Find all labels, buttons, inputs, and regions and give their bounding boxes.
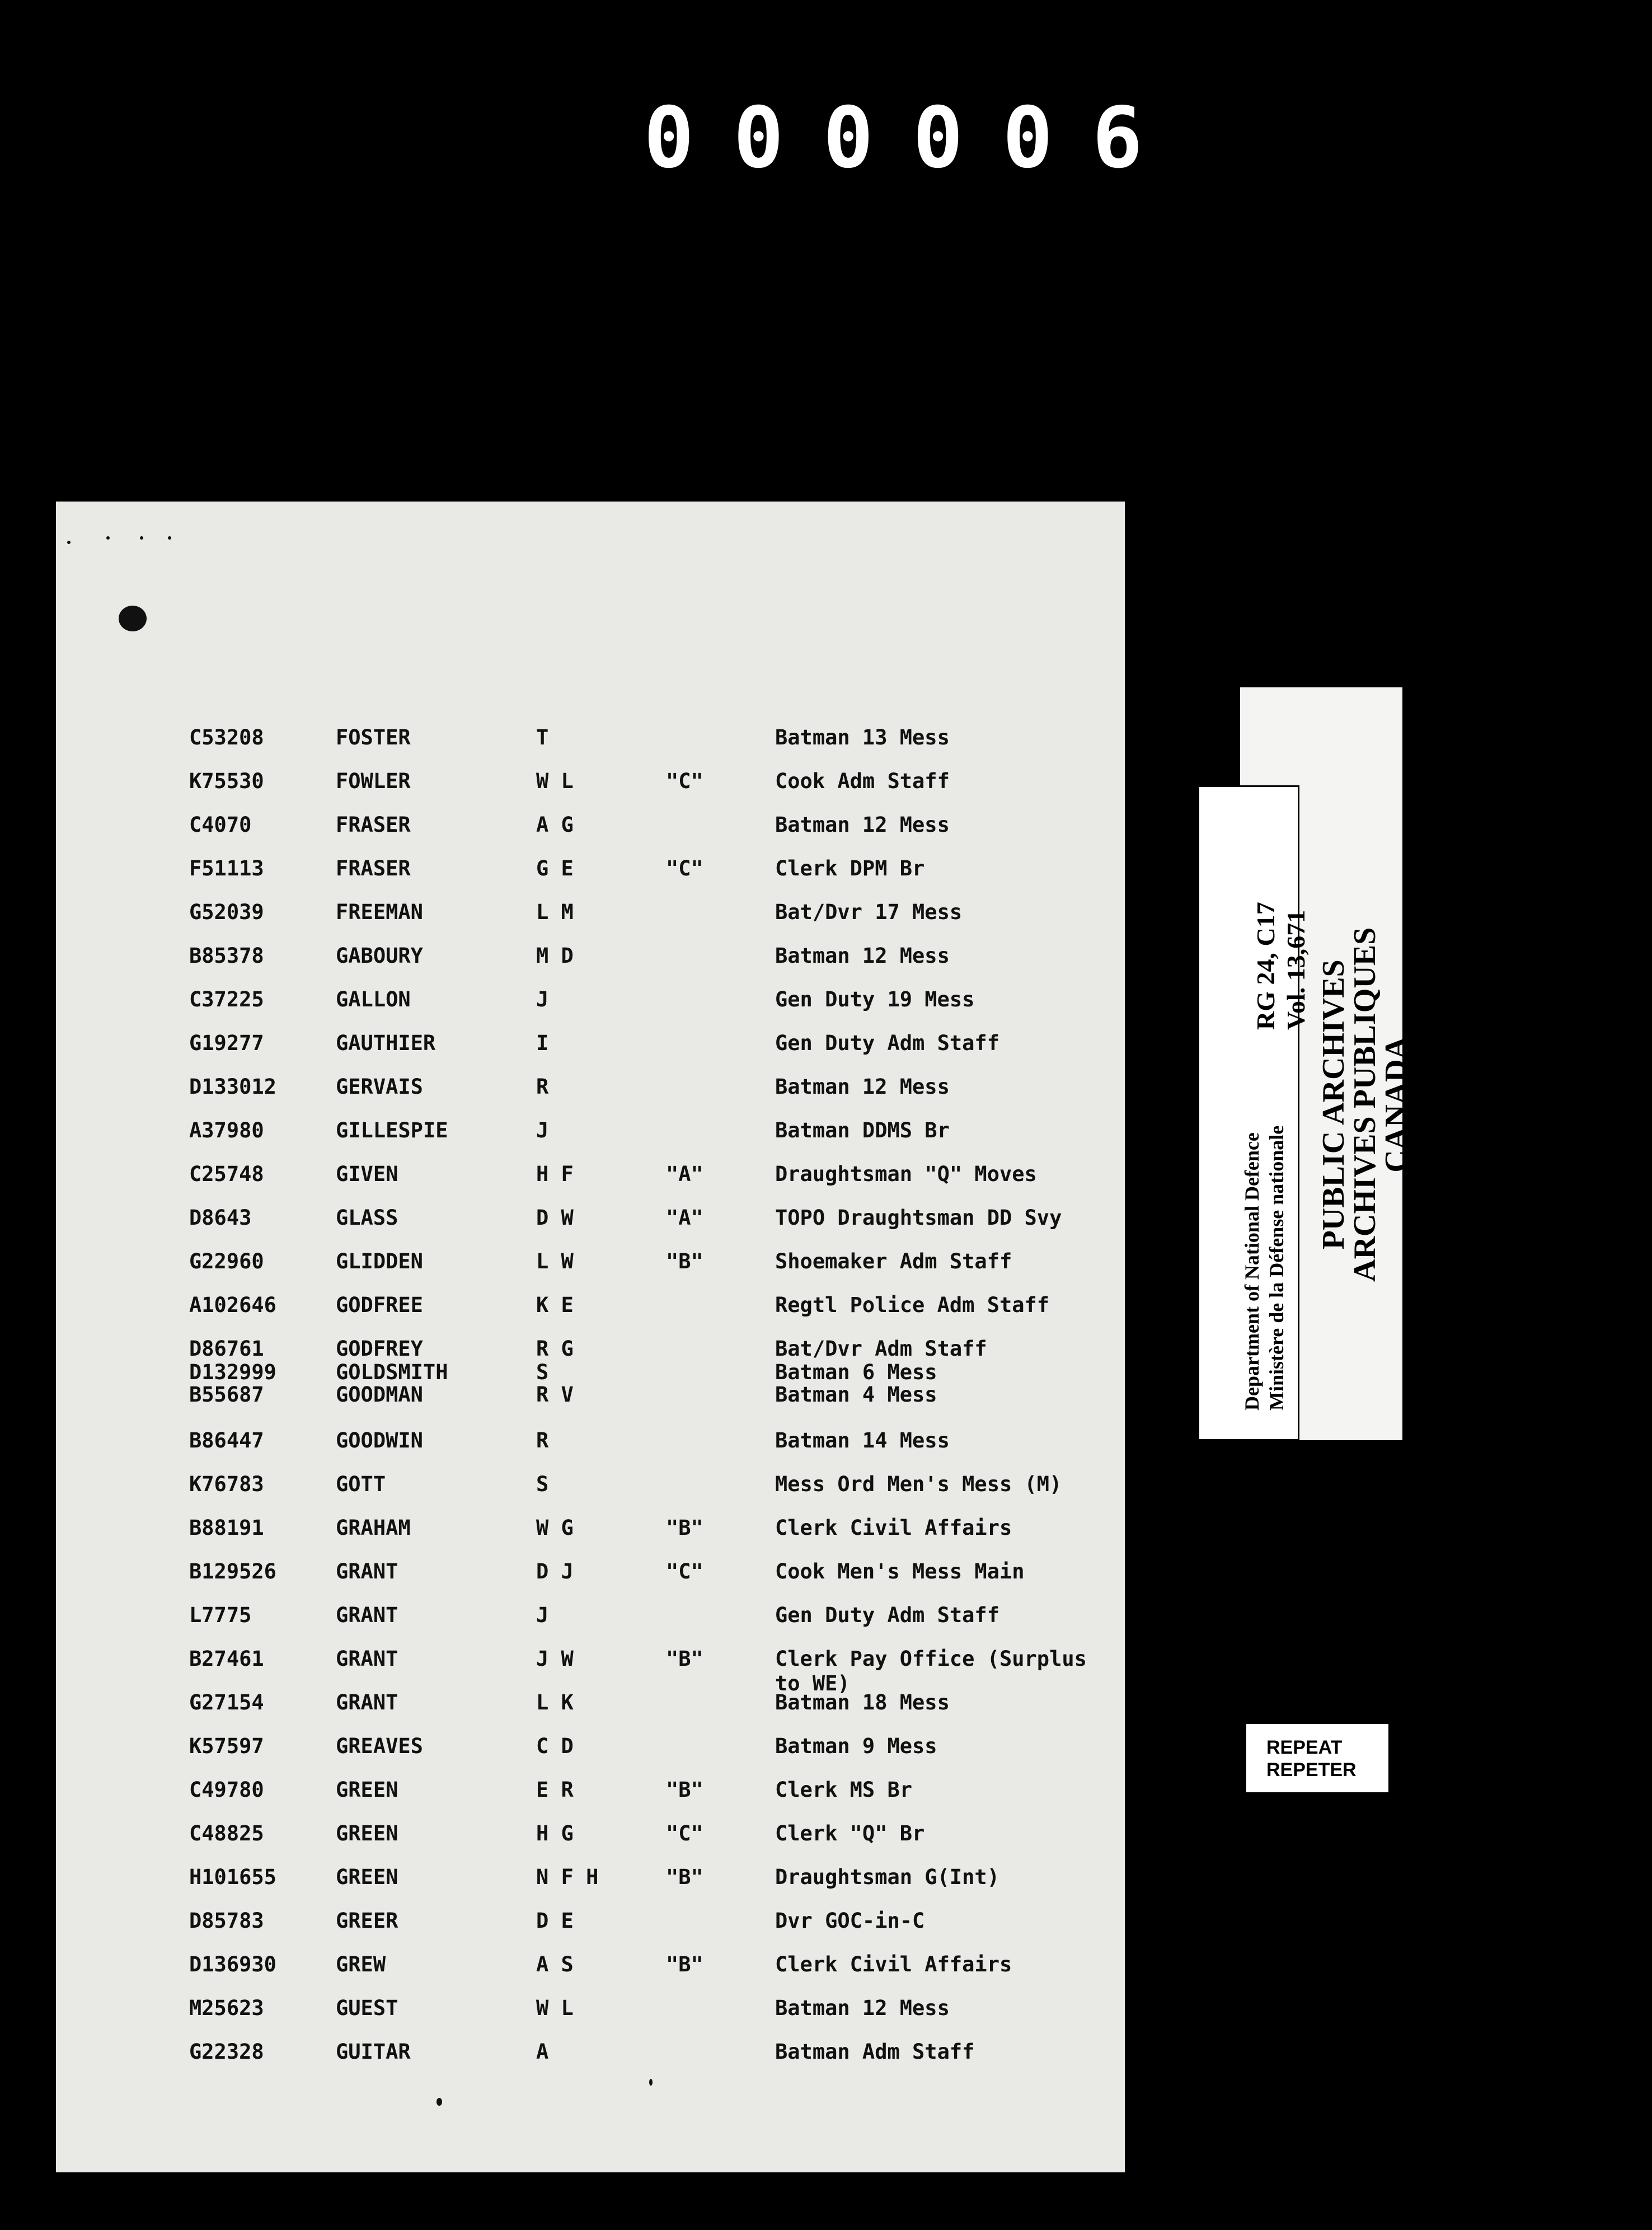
initials: H G [536,1821,574,1845]
surname: GLASS [336,1206,398,1230]
service-number: B129526 [189,1559,276,1584]
initials: S [536,1472,549,1496]
trade-group: "C" [666,1821,703,1845]
duty: Cook Men's Mess Main [775,1559,1025,1584]
surname: FOWLER [336,769,411,793]
surname: GOODMAN [336,1383,423,1407]
duty: Bat/Dvr Adm Staff [775,1337,987,1361]
surname: GOLDSMITH [336,1360,448,1384]
initials: J W [536,1647,574,1671]
initials: R [536,1075,549,1099]
surname: GILLESPIE [336,1118,448,1142]
service-number: B86447 [189,1428,264,1453]
duty: Mess Ord Men's Mess (M) [775,1472,1062,1496]
initials: D E [536,1909,574,1933]
duty: Clerk DPM Br [775,856,925,880]
duty: Batman 14 Mess [775,1428,950,1453]
surname: GREER [336,1909,398,1933]
initials: K E [536,1293,574,1317]
duty: Dvr GOC-in-C [775,1909,925,1933]
ink-blot [119,606,147,631]
duty: Batman 13 Mess [775,725,950,749]
service-number: D133012 [189,1075,276,1099]
surname: GRAHAM [336,1516,411,1540]
initials: L W [536,1249,574,1273]
ink-speck [437,2098,442,2106]
duty: Batman 9 Mess [775,1734,937,1758]
surname: GREEN [336,1778,398,1802]
duty: Draughtsman "Q" Moves [775,1162,1037,1186]
surname: GREW [336,1952,386,1976]
ink-speck [168,536,171,540]
table-row [56,1472,1125,1511]
service-number: H101655 [189,1865,276,1889]
frame-number: 000006 [644,90,1182,187]
duty: TOPO Draughtsman DD Svy [775,1206,1062,1230]
table-row [56,1293,1125,1332]
surname: GRANT [336,1647,398,1671]
public-archives-stamp [1318,927,1412,1282]
initials: D J [536,1559,574,1584]
public-archives-country: CANADA [1379,1037,1414,1173]
table-row [56,944,1125,983]
duty: Clerk Pay Office (Surplus to WE) [775,1647,1087,1695]
initials: W L [536,769,574,793]
table-row [56,1162,1125,1201]
table-row [56,1559,1125,1599]
surname: GODFREE [336,1293,423,1317]
table-row [56,1516,1125,1555]
surname: FOSTER [336,725,411,749]
initials: W G [536,1516,574,1540]
surname: GRANT [336,1603,398,1627]
surname: GAUTHIER [336,1031,436,1055]
trade-group: "B" [666,1249,703,1273]
trade-group: "B" [666,1865,703,1889]
service-number: M25623 [189,1996,264,2020]
surname: FREEMAN [336,900,423,924]
service-number: D86761 [189,1337,264,1361]
service-number: C37225 [189,987,264,1011]
service-number: B27461 [189,1647,264,1671]
initials: M D [536,944,574,968]
initials: R V [536,1383,574,1407]
duty: Cook Adm Staff [775,769,950,793]
service-number: A102646 [189,1293,276,1317]
table-row [56,769,1125,808]
table-row [56,725,1125,765]
duty: Clerk Civil Affairs [775,1952,1012,1976]
initials: L K [536,1690,574,1714]
table-row [56,900,1125,939]
service-number: K75530 [189,769,264,793]
duty: Batman 4 Mess [775,1383,937,1407]
initials: J [536,1603,549,1627]
table-row [56,1690,1125,1730]
surname: GERVAIS [336,1075,423,1099]
duty: Batman Adm Staff [775,2040,975,2064]
service-number: A37980 [189,1118,264,1142]
department-name [1240,1126,1289,1411]
service-number: B55687 [189,1383,264,1407]
service-number: C25748 [189,1162,264,1186]
table-row [56,987,1125,1027]
table-row [56,1118,1125,1158]
duty: Clerk MS Br [775,1778,913,1802]
trade-group: "B" [666,1778,703,1802]
duty: Clerk Civil Affairs [775,1516,1012,1540]
initials: A S [536,1952,574,1976]
trade-group: "B" [666,1516,703,1540]
surname: GRANT [336,1559,398,1584]
duty: Batman 12 Mess [775,813,950,837]
public-archives-english: PUBLIC ARCHIVES [1316,959,1351,1250]
trade-group: "A" [666,1206,703,1230]
surname: GOODWIN [336,1428,423,1453]
service-number: G52039 [189,900,264,924]
surname: GREEN [336,1821,398,1845]
initials: J [536,987,549,1011]
surname: GLIDDEN [336,1249,423,1273]
service-number: G19277 [189,1031,264,1055]
surname: GIVEN [336,1162,398,1186]
service-number: K76783 [189,1472,264,1496]
department-french: Ministère de la Défense nationale [1265,1125,1288,1411]
surname: FRASER [336,813,411,837]
record-group: RG 24, C17 [1251,902,1280,1030]
table-row [56,1909,1125,1948]
initials: T [536,725,549,749]
table-row [56,1647,1125,1695]
duty: Batman 18 Mess [775,1690,950,1714]
volume-number: Vol. 13,671 [1282,910,1310,1030]
initials: I [536,1031,549,1055]
table-row [56,1734,1125,1773]
initials: R [536,1428,549,1453]
initials: D W [536,1206,574,1230]
initials: W L [536,1996,574,2020]
service-number: F51113 [189,856,264,880]
service-number: B88191 [189,1516,264,1540]
ink-speck [106,536,110,540]
table-row [56,1952,1125,1992]
service-number: G22960 [189,1249,264,1273]
duty: Shoemaker Adm Staff [775,1249,1012,1273]
ink-speck [67,541,71,544]
duty: Gen Duty Adm Staff [775,1031,999,1055]
surname: GALLON [336,987,411,1011]
document-sheet [56,502,1125,2172]
duty: Batman DDMS Br [775,1118,950,1142]
table-row [56,2040,1125,2079]
duty: Gen Duty 19 Mess [775,987,975,1011]
duty: Gen Duty Adm Staff [775,1603,999,1627]
surname: FRASER [336,856,411,880]
table-row [56,1821,1125,1861]
table-row [56,1206,1125,1245]
ink-speck [140,536,143,540]
initials: A [536,2040,549,2064]
surname: GRANT [336,1690,398,1714]
surname: GABOURY [336,944,423,968]
surname: GOTT [336,1472,386,1496]
table-row [56,856,1125,896]
trade-group: "C" [666,1559,703,1584]
table-row [56,1865,1125,1904]
duty: Draughtsman G(Int) [775,1865,999,1889]
duty: Batman 12 Mess [775,1075,950,1099]
trade-group: "B" [666,1952,703,1976]
table-row [56,1075,1125,1114]
surname: GUITAR [336,2040,411,2064]
service-number: G22328 [189,2040,264,2064]
duty: Bat/Dvr 17 Mess [775,900,963,924]
service-number: D8643 [189,1206,252,1230]
initials: N F H [536,1865,599,1889]
table-row [56,813,1125,852]
trade-group: "C" [666,856,703,880]
duty: Batman 12 Mess [775,944,950,968]
initials: A G [536,813,574,837]
duty: Clerk "Q" Br [775,1821,925,1845]
initials: G E [536,856,574,880]
service-number: G27154 [189,1690,264,1714]
surname: GREEN [336,1865,398,1889]
public-archives-french: ARCHIVES PUBLIQUES [1348,927,1382,1282]
repeat-label [1245,1722,1390,1794]
table-row [56,1778,1125,1817]
ink-speck [649,2079,653,2086]
service-number: D136930 [189,1952,276,1976]
service-number: L7775 [189,1603,252,1627]
duty: Regtl Police Adm Staff [775,1293,1050,1317]
service-number: C48825 [189,1821,264,1845]
duty: Batman 6 Mess [775,1360,937,1384]
initials: C D [536,1734,574,1758]
service-number: C4070 [189,813,252,837]
table-row [56,1996,1125,2035]
service-number: D85783 [189,1909,264,1933]
repeat-french: REPETER [1266,1759,1357,1781]
duty: Batman 12 Mess [775,1996,950,2020]
repeat-english: REPEAT [1266,1737,1343,1758]
initials: L M [536,900,574,924]
table-row [56,1428,1125,1468]
trade-group: "C" [666,769,703,793]
trade-group: "A" [666,1162,703,1186]
initials: E R [536,1778,574,1802]
table-row [56,1249,1125,1289]
table-row [56,1031,1125,1070]
initials: J [536,1118,549,1142]
service-number: C53208 [189,725,264,749]
initials: R G [536,1337,574,1361]
initials: S [536,1360,549,1384]
service-number: B85378 [189,944,264,968]
surname: GODFREY [336,1337,423,1361]
record-group-reference [1251,902,1311,1030]
initials: H F [536,1162,574,1186]
service-number: K57597 [189,1734,264,1758]
surname: GREAVES [336,1734,423,1758]
surname: GUEST [336,1996,398,2020]
service-number: C49780 [189,1778,264,1802]
service-number: D132999 [189,1360,276,1384]
department-english: Department of National Defence [1241,1132,1263,1411]
table-row [56,1603,1125,1642]
table-row [56,1383,1125,1422]
trade-group: "B" [666,1647,703,1671]
